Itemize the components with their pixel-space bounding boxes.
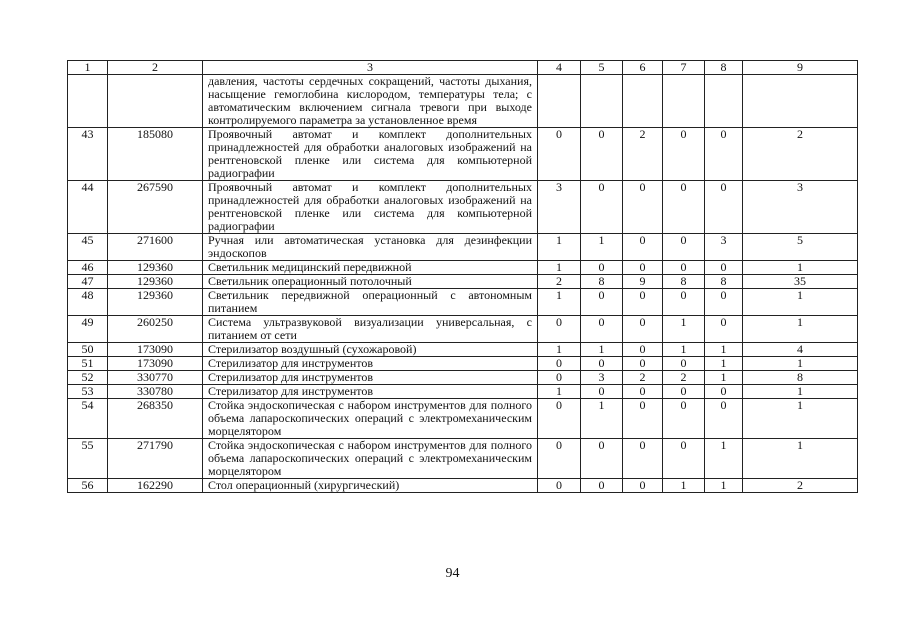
header-cell: 9 <box>743 61 858 75</box>
table-row <box>68 234 858 261</box>
cell-col9: 1 <box>743 357 858 371</box>
cell-col7 <box>663 75 705 128</box>
cell-col7: 0 <box>663 385 705 399</box>
cell-col9: 1 <box>743 261 858 275</box>
table-row <box>68 261 858 275</box>
cell-code: 129360 <box>108 289 203 316</box>
cell-description: Светильник медицинский передвижной <box>203 261 538 275</box>
cell-num: 48 <box>68 289 108 316</box>
cell-col4: 3 <box>538 181 581 234</box>
cell-col8 <box>705 75 743 128</box>
cell-col4: 0 <box>538 371 581 385</box>
cell-col5: 0 <box>581 357 623 371</box>
cell-col6: 2 <box>623 128 663 181</box>
cell-description: Светильник передвижной операционный с автономным питанием <box>203 289 538 316</box>
cell-col7: 0 <box>663 357 705 371</box>
header-cell: 1 <box>68 61 108 75</box>
cell-col7: 0 <box>663 128 705 181</box>
cell-col7: 8 <box>663 275 705 289</box>
header-cell: 5 <box>581 61 623 75</box>
cell-col8: 8 <box>705 275 743 289</box>
cell-col8: 1 <box>705 357 743 371</box>
cell-col5: 1 <box>581 343 623 357</box>
cell-col5: 0 <box>581 385 623 399</box>
cell-description: Проявочный автомат и комплект дополнительных принадлежностей для обработки аналоговых изображений на рентгеновской пленке или система для компьютерной радиографии <box>203 128 538 181</box>
cell-description: Стерилизатор для инструментов <box>203 371 538 385</box>
cell-description: Стойка эндоскопическая с набором инструментов для полного объема лапароскопических операций с электромеханическим морцелятором <box>203 399 538 439</box>
table-row <box>68 289 858 316</box>
cell-col4: 0 <box>538 128 581 181</box>
cell-col6: 9 <box>623 275 663 289</box>
cell-col4: 0 <box>538 316 581 343</box>
cell-col5: 0 <box>581 316 623 343</box>
cell-col8: 1 <box>705 371 743 385</box>
cell-col9 <box>743 75 858 128</box>
cell-col8: 0 <box>705 385 743 399</box>
cell-col5: 0 <box>581 128 623 181</box>
cell-col6: 0 <box>623 181 663 234</box>
cell-col8: 0 <box>705 128 743 181</box>
cell-col6: 0 <box>623 289 663 316</box>
cell-col4: 0 <box>538 399 581 439</box>
cell-col5 <box>581 75 623 128</box>
cell-col7: 1 <box>663 316 705 343</box>
equipment-table <box>67 60 858 493</box>
header-cell: 6 <box>623 61 663 75</box>
cell-code: 271600 <box>108 234 203 261</box>
table-row <box>68 275 858 289</box>
cell-code: 129360 <box>108 261 203 275</box>
cell-code: 260250 <box>108 316 203 343</box>
table-row <box>68 181 858 234</box>
cell-col4: 0 <box>538 479 581 493</box>
cell-num: 54 <box>68 399 108 439</box>
cell-col5: 3 <box>581 371 623 385</box>
cell-col7: 0 <box>663 439 705 479</box>
cell-col9: 3 <box>743 181 858 234</box>
cell-col9: 1 <box>743 289 858 316</box>
cell-col9: 1 <box>743 399 858 439</box>
table-row <box>68 385 858 399</box>
cell-col4: 0 <box>538 439 581 479</box>
cell-col9: 1 <box>743 439 858 479</box>
cell-col4: 0 <box>538 357 581 371</box>
table-row <box>68 357 858 371</box>
cell-col6: 0 <box>623 316 663 343</box>
cell-description: Стойка эндоскопическая с набором инструментов для полного объема лапароскопических операций с электромеханическим морцелятором <box>203 439 538 479</box>
cell-description: Стерилизатор для инструментов <box>203 357 538 371</box>
cell-col9: 4 <box>743 343 858 357</box>
header-cell: 4 <box>538 61 581 75</box>
cell-code: 268350 <box>108 399 203 439</box>
cell-col7: 0 <box>663 181 705 234</box>
cell-col8: 1 <box>705 479 743 493</box>
table-row <box>68 439 858 479</box>
cell-col5: 8 <box>581 275 623 289</box>
cell-col6: 2 <box>623 371 663 385</box>
cell-description: Стерилизатор воздушный (сухожаровой) <box>203 343 538 357</box>
cell-col9: 1 <box>743 385 858 399</box>
cell-num: 56 <box>68 479 108 493</box>
cell-col6: 0 <box>623 343 663 357</box>
cell-col9: 2 <box>743 479 858 493</box>
cell-col5: 0 <box>581 479 623 493</box>
cell-col8: 1 <box>705 439 743 479</box>
table-row <box>68 371 858 385</box>
cell-col8: 3 <box>705 234 743 261</box>
cell-col9: 1 <box>743 316 858 343</box>
cell-col6: 0 <box>623 357 663 371</box>
cell-col9: 35 <box>743 275 858 289</box>
cell-col5: 1 <box>581 399 623 439</box>
cell-col6 <box>623 75 663 128</box>
cell-code: 271790 <box>108 439 203 479</box>
cell-col8: 0 <box>705 261 743 275</box>
cell-col8: 1 <box>705 343 743 357</box>
table-row <box>68 479 858 493</box>
cell-code <box>108 75 203 128</box>
cell-col7: 0 <box>663 289 705 316</box>
cell-col4: 1 <box>538 289 581 316</box>
header-cell: 8 <box>705 61 743 75</box>
table-row <box>68 316 858 343</box>
cell-code: 173090 <box>108 357 203 371</box>
cell-description: давления, частоты сердечных сокращений, частоты дыхания, насыщение гемоглобина кислородом, температуры тела; с автоматическим включением сигнала тревоги при выходе контролируемого параметра за установленное время <box>203 75 538 128</box>
cell-num: 43 <box>68 128 108 181</box>
cell-col9: 2 <box>743 128 858 181</box>
cell-num: 44 <box>68 181 108 234</box>
cell-col5: 1 <box>581 234 623 261</box>
cell-num: 50 <box>68 343 108 357</box>
cell-col8: 0 <box>705 316 743 343</box>
cell-col7: 2 <box>663 371 705 385</box>
cell-code: 267590 <box>108 181 203 234</box>
cell-col6: 0 <box>623 385 663 399</box>
cell-num: 45 <box>68 234 108 261</box>
cell-col7: 0 <box>663 399 705 439</box>
cell-col6: 0 <box>623 234 663 261</box>
cell-num: 55 <box>68 439 108 479</box>
page-number: 94 <box>445 566 460 581</box>
cell-col6: 0 <box>623 399 663 439</box>
cell-col6: 0 <box>623 439 663 479</box>
cell-num: 46 <box>68 261 108 275</box>
cell-num: 53 <box>68 385 108 399</box>
cell-col4: 1 <box>538 234 581 261</box>
cell-col5: 0 <box>581 289 623 316</box>
cell-description: Система ультразвуковой визуализации универсальная, с питанием от сети <box>203 316 538 343</box>
cell-col8: 0 <box>705 399 743 439</box>
cell-col8: 0 <box>705 181 743 234</box>
cell-col7: 1 <box>663 343 705 357</box>
cell-col9: 8 <box>743 371 858 385</box>
cell-col9: 5 <box>743 234 858 261</box>
cell-description: Проявочный автомат и комплект дополнительных принадлежностей для обработки аналоговых изображений на рентгеновской пленке или система для компьютерной радиографии <box>203 181 538 234</box>
cell-col4: 1 <box>538 261 581 275</box>
cell-col5: 0 <box>581 181 623 234</box>
cell-num: 47 <box>68 275 108 289</box>
cell-code: 330770 <box>108 371 203 385</box>
cell-num: 51 <box>68 357 108 371</box>
header-cell: 2 <box>108 61 203 75</box>
cell-col4: 1 <box>538 385 581 399</box>
cell-description: Стерилизатор для инструментов <box>203 385 538 399</box>
cell-col8: 0 <box>705 289 743 316</box>
cell-num <box>68 75 108 128</box>
cell-code: 173090 <box>108 343 203 357</box>
cell-col7: 0 <box>663 234 705 261</box>
cell-col6: 0 <box>623 479 663 493</box>
cell-col5: 0 <box>581 261 623 275</box>
cell-code: 162290 <box>108 479 203 493</box>
cell-code: 129360 <box>108 275 203 289</box>
table-row <box>68 399 858 439</box>
table-row <box>68 128 858 181</box>
cell-col4 <box>538 75 581 128</box>
cell-col4: 2 <box>538 275 581 289</box>
continuation-row <box>68 75 858 128</box>
cell-col7: 0 <box>663 261 705 275</box>
header-cell: 7 <box>663 61 705 75</box>
cell-col4: 1 <box>538 343 581 357</box>
cell-col5: 0 <box>581 439 623 479</box>
cell-description: Светильник операционный потолочный <box>203 275 538 289</box>
cell-description: Ручная или автоматическая установка для дезинфекции эндоскопов <box>203 234 538 261</box>
cell-col6: 0 <box>623 261 663 275</box>
cell-num: 49 <box>68 316 108 343</box>
cell-col7: 1 <box>663 479 705 493</box>
table-row <box>68 343 858 357</box>
table-header-row <box>68 61 858 75</box>
cell-code: 185080 <box>108 128 203 181</box>
cell-num: 52 <box>68 371 108 385</box>
header-cell: 3 <box>203 61 538 75</box>
cell-code: 330780 <box>108 385 203 399</box>
cell-description: Стол операционный (хирургический) <box>203 479 538 493</box>
